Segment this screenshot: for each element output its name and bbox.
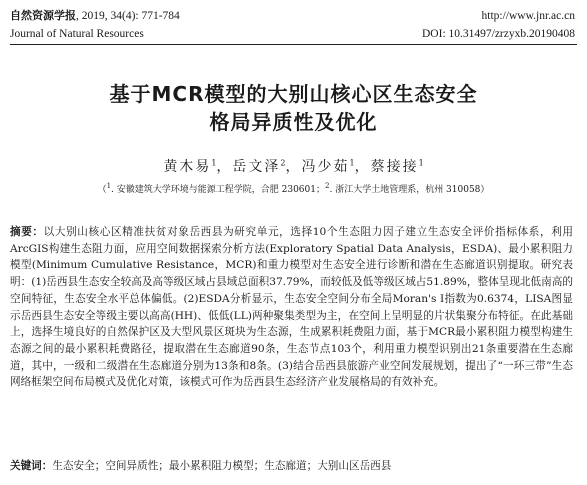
author-affiliation-mark: 1 xyxy=(418,158,424,168)
journal-issue: , 2019, 34(4): 771-784 xyxy=(76,10,180,22)
author-affiliation-mark: 1 xyxy=(349,158,355,168)
author-name: 冯少茹 xyxy=(301,159,350,175)
author-name: 蔡接接 xyxy=(370,159,419,175)
author-affiliation-mark: 2 xyxy=(280,158,286,168)
header-divider xyxy=(10,44,577,45)
keywords-text: 生态安全；空间异质性；最小累积阻力模型；生态廊道；大别山区岳西县 xyxy=(52,460,392,472)
author-separator: ， xyxy=(354,159,371,175)
affiliation-mark: 2 xyxy=(325,182,330,190)
keywords-label: 关键词： xyxy=(10,460,53,472)
keywords xyxy=(10,458,573,474)
author-name: 黄木易 xyxy=(163,159,212,175)
header-row-top xyxy=(10,8,575,24)
author-separator: ， xyxy=(216,159,233,175)
affiliation-2: . 浙江大学土地管理系，杭州 310058 xyxy=(329,185,481,195)
affiliations: （$^1$. 安徽建筑大学环境与能源工程学院，合肥 230601；$^2$. 浙江大学土地管理系，杭州 310058） xyxy=(97,182,490,195)
doi[interactable]: DOI: 10.31497/zrzyxb.20190408 xyxy=(422,28,575,40)
journal-cn-name: 自然资源学报 xyxy=(10,9,76,22)
affiliation-mark: 1 xyxy=(106,182,112,190)
journal-citation xyxy=(10,8,180,24)
author-name: 岳文泽 xyxy=(232,159,281,175)
author-affiliation-mark: 1 xyxy=(211,158,217,168)
header-row-bottom xyxy=(10,26,575,42)
abstract-label: 摘要： xyxy=(10,226,44,238)
abstract-text: 以大别山核心区精准扶贫对象岳西县为研究单元，选择10个生态阻力因子建立生态安全评价指标体系，利用ArcGIS构建生态阻力面，应用空间数据探索分析方法(Exploratory Spatial Data Analysis，ESDA)、最小累积阻力模型(Minimum Cumulative Resistance，MCR)和重力模型对生态安全进行诊断和潜在生态廊道识别提取。研究表明：(1)岳西县生态安全较高及高等级区域占县域总面积37.79%，而较低及低等级区域占51.89%，整体呈现北低南高的空间特征，生态安全水平总体偏低。(2)ESDA分析显示，生态安全空间分布全局Moran's I指数为0.6374，LISA图显示岳西县生态安全等级主要以高高(HH)、低低(LL)两种聚集类型为主，在空间上呈明显的片状集聚分布特征。在此基础上，选择生境良好的自然保护区及大型风景区斑块为生态源，生成累积耗费阻力面，基于MCR最小累积阻力模型构建生态源之间的最小累积耗费路径，提取潜在生态廊道90条，生态节点103个，利用重力模型识别出21条重要潜在生态廊道，其中，一级和二级潜在生态廊道分别为13条和8条。(3)结合岳西县旅游产业空间发展规划，提出了“一环三带”生态网络框架空间布局模式及优化对策，该模式可作为岳西县生态经济产业发展格局的有效补充。 xyxy=(10,226,574,389)
title-line-2: 格局异质性及优化 xyxy=(209,110,378,134)
abstract xyxy=(10,224,573,391)
author-list xyxy=(0,156,587,176)
journal-header xyxy=(10,6,575,44)
title-line-1: 基于MCR模型的大别山核心区生态安全 xyxy=(109,82,478,106)
author-separator: ， xyxy=(285,159,302,175)
journal-website[interactable]: http://www.jnr.ac.cn xyxy=(481,10,575,22)
paper-title xyxy=(0,80,587,136)
affiliation-1: . 安徽建筑大学环境与能源工程学院，合肥 230601； xyxy=(111,185,325,195)
journal-en-name: Journal of Natural Resources xyxy=(10,28,144,40)
